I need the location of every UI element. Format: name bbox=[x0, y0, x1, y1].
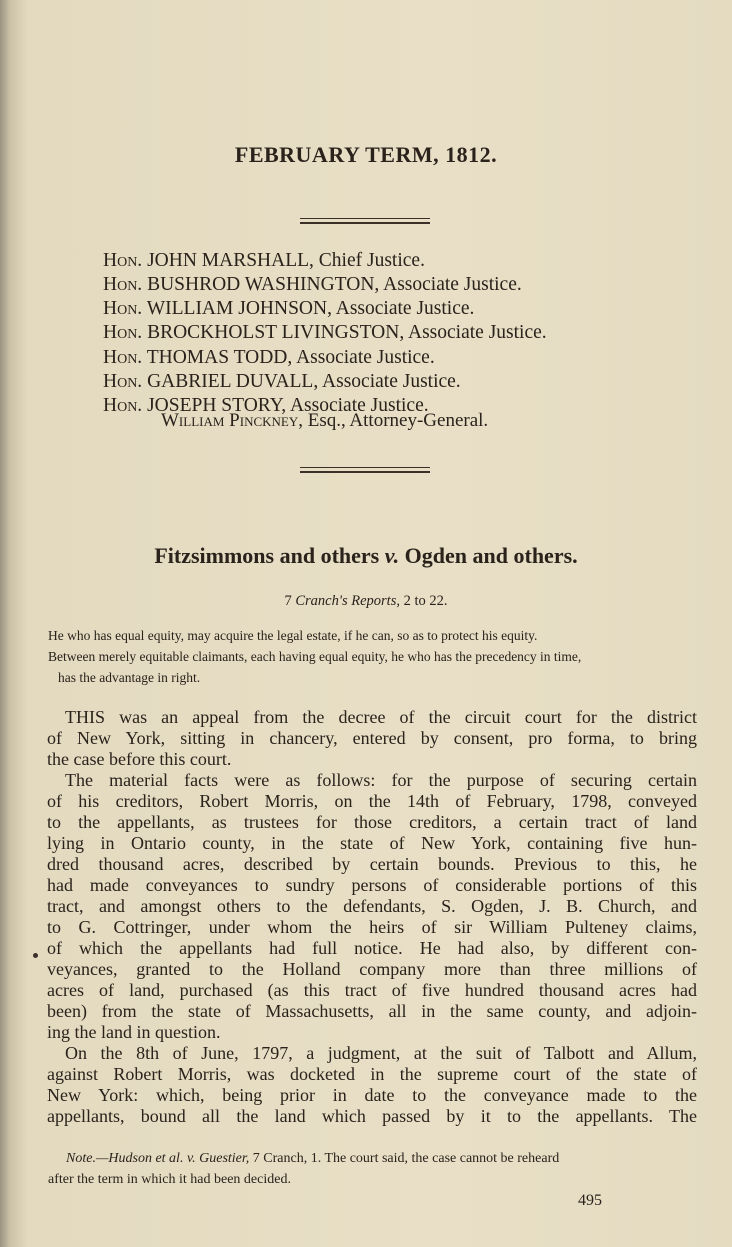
case-versus: v. bbox=[384, 543, 400, 568]
attorney-general-line bbox=[161, 410, 488, 432]
footnote-line bbox=[48, 1148, 698, 1169]
double-rule-top-b bbox=[300, 222, 430, 224]
justice-title: Associate Justice. bbox=[322, 371, 461, 392]
justice-line bbox=[103, 274, 522, 296]
body-line: The material facts were as follows: for the purpose of securing certain bbox=[65, 770, 697, 790]
justice-name: BROCKHOLST LIVINGSTON, bbox=[147, 322, 405, 343]
body-line: appellants, bound all the land which passed by it to the appellants. The bbox=[47, 1106, 697, 1126]
headnote-line: He who has equal equity, may acquire the legal estate, if he can, so as to protect his equity. bbox=[48, 628, 538, 643]
body-line: against Robert Morris, was docketed in the supreme court of the state of bbox=[47, 1064, 697, 1084]
double-rule-bottom-b bbox=[300, 471, 430, 473]
body-line: tract, and amongst others to the defendants, S. Ogden, J. B. Church, and bbox=[47, 896, 697, 916]
body-line: of New York, sitting in chancery, entered by consent, pro forma, to bring bbox=[47, 728, 697, 748]
body-text bbox=[47, 707, 697, 1127]
justice-name: BUSHROD WASHINGTON, bbox=[147, 274, 380, 295]
justice-prefix: Hon. bbox=[103, 395, 143, 416]
justice-title: Associate Justice. bbox=[408, 322, 547, 343]
justice-line bbox=[103, 298, 474, 320]
body-line: New York: which, being prior in date to the conveyance made to the bbox=[47, 1085, 697, 1105]
body-line: of which the appellants had full notice. He had also, by different con- bbox=[47, 938, 697, 958]
justice-name: THOMAS TODD, bbox=[146, 347, 293, 368]
double-rule-top-a bbox=[300, 218, 430, 219]
footnote bbox=[48, 1148, 698, 1190]
justice-prefix: Hon. bbox=[103, 371, 143, 392]
body-line: had made conveyances to sundry persons of considerable portions of this bbox=[47, 875, 697, 895]
justice-prefix: Hon. bbox=[103, 250, 143, 271]
justice-prefix: Hon. bbox=[103, 274, 143, 295]
justice-title: Associate Justice. bbox=[335, 298, 475, 319]
body-line: of his creditors, Robert Morris, on the 14th of February, 1798, conveyed bbox=[47, 791, 697, 811]
justice-line bbox=[103, 371, 461, 393]
footnote-case: Hudson et al. v. Guestier, bbox=[108, 1151, 250, 1166]
citation-volume: 7 bbox=[284, 593, 292, 609]
justice-title: Associate Justice. bbox=[296, 347, 435, 368]
footnote-label: Note.— bbox=[66, 1151, 109, 1166]
justice-prefix: Hon. bbox=[103, 322, 143, 343]
page-number: 495 bbox=[578, 1192, 602, 1209]
justice-title: Chief Justice. bbox=[318, 250, 425, 271]
body-line: veyances, granted to the Holland company more than three millions of bbox=[47, 959, 697, 979]
justice-line bbox=[103, 322, 547, 344]
attorney-general-title: Esq., Attorney-General. bbox=[307, 410, 489, 431]
case-party-left: Fitzsimmons and others bbox=[154, 543, 380, 568]
justice-prefix: Hon. bbox=[103, 298, 143, 319]
body-line: to the appellants, as trustees for those creditors, a certain tract of land bbox=[47, 812, 697, 832]
justice-title: Associate Justice. bbox=[383, 274, 522, 295]
body-line: THIS was an appeal from the decree of the circuit court for the district bbox=[65, 707, 697, 727]
headnote-line: Between merely equitable claimants, each having equal equity, he who has the precedency in time, bbox=[48, 649, 582, 664]
justice-title: Associate Justice. bbox=[289, 395, 429, 416]
margin-mark bbox=[33, 953, 38, 958]
body-line: the case before this court. bbox=[47, 749, 232, 769]
headnote-line: has the advantage in right. bbox=[58, 670, 201, 685]
justice-name: JOHN MARSHALL, bbox=[147, 250, 314, 271]
body-line: ing the land in question. bbox=[47, 1022, 221, 1042]
case-citation bbox=[0, 593, 732, 610]
body-line: On the 8th of June, 1797, a judgment, at the suit of Talbott and Allum, bbox=[65, 1043, 697, 1063]
body-line: been) from the state of Massachusetts, all in the same county, and adjoin- bbox=[47, 1001, 697, 1021]
justice-line bbox=[103, 250, 425, 272]
body-line: to G. Cottringer, under whom the heirs of sir William Pulteney claims, bbox=[47, 917, 697, 937]
justice-name: JOSEPH STORY, bbox=[147, 395, 287, 416]
headnote bbox=[48, 625, 698, 688]
citation-reports: Cranch's Reports, bbox=[295, 593, 400, 609]
footnote-text: 7 Cranch, 1. The court said, the case cannot be reheard bbox=[252, 1151, 560, 1166]
body-line: acres of land, purchased (as this tract of five hundred thousand acres had bbox=[47, 980, 697, 1000]
footnote-line: after the term in which it had been decided. bbox=[48, 1172, 291, 1187]
case-title bbox=[0, 543, 732, 569]
attorney-general-name: William Pinckney, bbox=[161, 410, 303, 431]
justice-name: WILLIAM JOHNSON, bbox=[146, 298, 332, 319]
justice-line bbox=[103, 347, 435, 369]
citation-pages: 2 to 22. bbox=[403, 593, 448, 609]
justice-name: GABRIEL DUVALL, bbox=[147, 371, 319, 392]
case-party-right: Ogden and others. bbox=[404, 543, 578, 568]
body-line: lying in Ontario county, in the state of New York, containing five hun- bbox=[47, 833, 697, 853]
body-line: dred thousand acres, described by certain bounds. Previous to this, he bbox=[47, 854, 697, 874]
justice-prefix: Hon. bbox=[103, 347, 143, 368]
double-rule-bottom-a bbox=[300, 467, 430, 468]
page-heading: FEBRUARY TERM, 1812. bbox=[234, 142, 498, 167]
